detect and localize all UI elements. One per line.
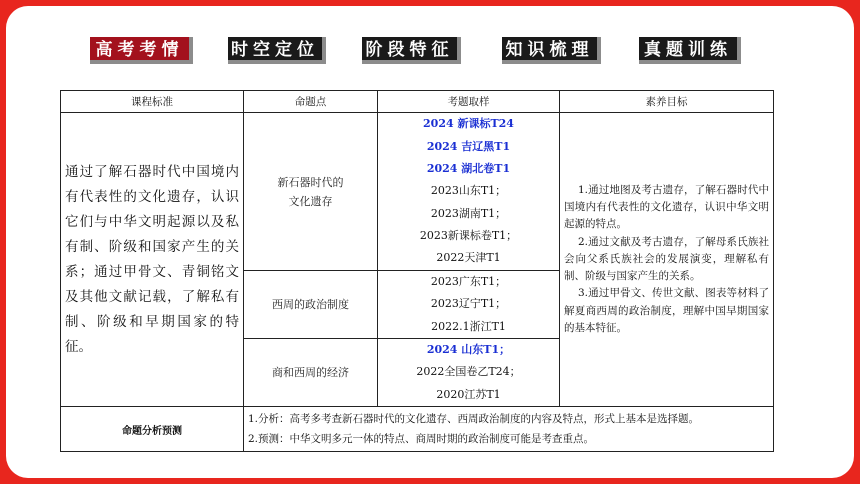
- tab-exam-practice[interactable]: 真题训练: [639, 37, 741, 64]
- table-header-row: [61, 91, 774, 113]
- examples-western-zhou: 2023广东T1； 2023辽宁T1； 2022.1浙江T1: [378, 271, 560, 339]
- analysis-content: 1.分析：高考多考查新石器时代的文化遗存、西周政治制度的内容及特点，形式上基本是选择题。 2.预测：中华文明多元一体的特点、商周时期的政治制度可能是考查重点。: [244, 407, 774, 452]
- section-tabs: [90, 37, 790, 64]
- examples-shang-zhou-economy: 2024 山东T1； 2022全国卷乙T24； 2020江苏T1: [378, 339, 560, 407]
- header-examples: 考题取样: [378, 91, 560, 113]
- curriculum-standard: 通过了解石器时代中国境内有代表性的文化遗存，认识它们与中华文明起源以及私有制、阶级和国家产生的关系；通过甲骨文、青铜铭文及其他文献记载，了解私有制、阶级和早期国家的特征。: [61, 113, 244, 407]
- topic-western-zhou: 西周的政治制度: [244, 271, 378, 339]
- table-row: [61, 113, 774, 271]
- tab-time-space[interactable]: 时空定位: [228, 37, 326, 64]
- tab-knowledge[interactable]: 知识梳理: [502, 37, 601, 64]
- analysis-label: 命题分析预测: [61, 407, 244, 452]
- topic-shang-zhou-economy: 商和西周的经济: [244, 339, 378, 407]
- tab-exam-analysis[interactable]: 高考考情: [90, 37, 193, 64]
- header-topic: 命题点: [244, 91, 378, 113]
- topic-neolithic: 新石器时代的 文化遗存: [244, 113, 378, 271]
- literacy-goals: 1.通过地图及考古遗存，了解石器时代中国境内有代表性的文化遗存，认识中华文明起源的特点。 2.通过文献及考古遗存，了解母系氏族社会向父系氏族社会的发展演变，理解私有制、阶级与国家产生的关系。 3.通过甲骨文、传世文献、图表等材料了解夏商西周的政治制度，理解中国早期国家的基本特征。: [560, 113, 774, 407]
- exam-table: [60, 90, 774, 452]
- examples-neolithic: 2024 新课标T24 2024 吉辽黑T1 2024 湖北卷T1 2023山东T1； 2023湖南T1； 2023新课标卷T1； 2022天津T1: [378, 113, 560, 271]
- table-row: [61, 407, 774, 452]
- tab-stage-features[interactable]: 阶段特征: [362, 37, 461, 64]
- header-curriculum: 课程标准: [61, 91, 244, 113]
- header-goals: 素养目标: [560, 91, 774, 113]
